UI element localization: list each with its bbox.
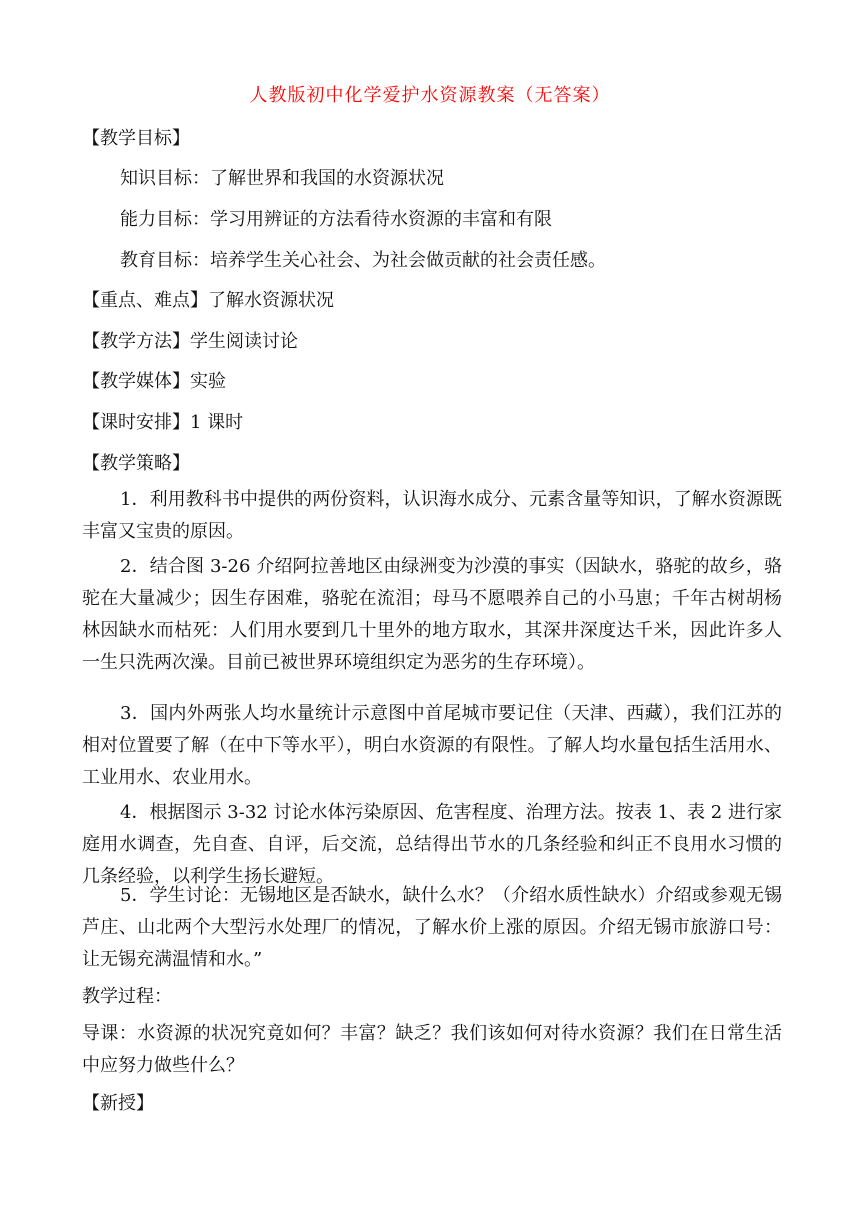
new-lesson-heading: 【新授】 bbox=[82, 1093, 154, 1114]
ability-goal: 能力目标：学习用辨证的方法看待水资源的丰富和有限 bbox=[120, 209, 552, 230]
strategy-item-4: 4．根据图示 3-32 讨论水体污染原因、危害程度、治理方法。按表 1、表 2 进行家庭用水调查，先自查、自评，后交流，总结得出节水的几条经验和纠正不良用水习惯的几条经验，以利学生扬长避短。 bbox=[82, 802, 782, 887]
class-schedule: 【课时安排】1 课时 bbox=[82, 412, 244, 433]
document-title: 人教版初中化学爱护水资源教案（无答案） bbox=[249, 85, 611, 106]
strategy-item-3: 3．国内外两张人均水量统计示意图中首尾城市要记住（天津、西藏），我们江苏的相对位置要了解（在中下等水平），明白水资源的有限性。了解人均水量包括生活用水、工业用水、农业用水。 bbox=[82, 703, 782, 788]
teaching-method: 【教学方法】学生阅读讨论 bbox=[82, 331, 298, 352]
strategy-item-1: 1．利用教科书中提供的两份资料，认识海水成分、元素含量等知识，了解水资源既丰富又宝贵的原因。 bbox=[82, 489, 782, 542]
key-points: 【重点、难点】了解水资源状况 bbox=[82, 290, 334, 311]
lesson-intro: 导课：水资源的状况究竟如何？丰富？缺乏？我们该如何对待水资源？我们在日常生活中应努力做些什么？ bbox=[82, 1023, 782, 1076]
education-goal: 教育目标：培养学生关心社会、为社会做贡献的社会责任感。 bbox=[120, 250, 606, 271]
teaching-media: 【教学媒体】实验 bbox=[82, 371, 226, 392]
strategy-heading: 【教学策略】 bbox=[82, 453, 190, 474]
process-heading: 教学过程： bbox=[82, 986, 172, 1007]
knowledge-goal: 知识目标：了解世界和我国的水资源状况 bbox=[120, 168, 444, 189]
objectives-heading: 【教学目标】 bbox=[82, 128, 190, 149]
strategy-item-2: 2．结合图 3-26 介绍阿拉善地区由绿洲变为沙漠的事实（因缺水，骆驼的故乡，骆驼在大量减少；因生存困难，骆驼在流泪；母马不愿喂养自己的小马崽；千年古树胡杨林因缺水而枯死：人们用水要到几十里外的地方取水，其深井深度达千米，因此许多人一生只洗两次澡。目前已被世界环境组织定为恶劣的生存环境）。 bbox=[82, 556, 782, 673]
strategy-item-5: 5．学生讨论：无锡地区是否缺水，缺什么水？（介绍水质性缺水）介绍或参观无锡芦庄、山北两个大型污水处理厂的情况，了解水价上涨的原因。介绍无锡市旅游口号：让无锡充满温情和水。” bbox=[82, 885, 782, 970]
